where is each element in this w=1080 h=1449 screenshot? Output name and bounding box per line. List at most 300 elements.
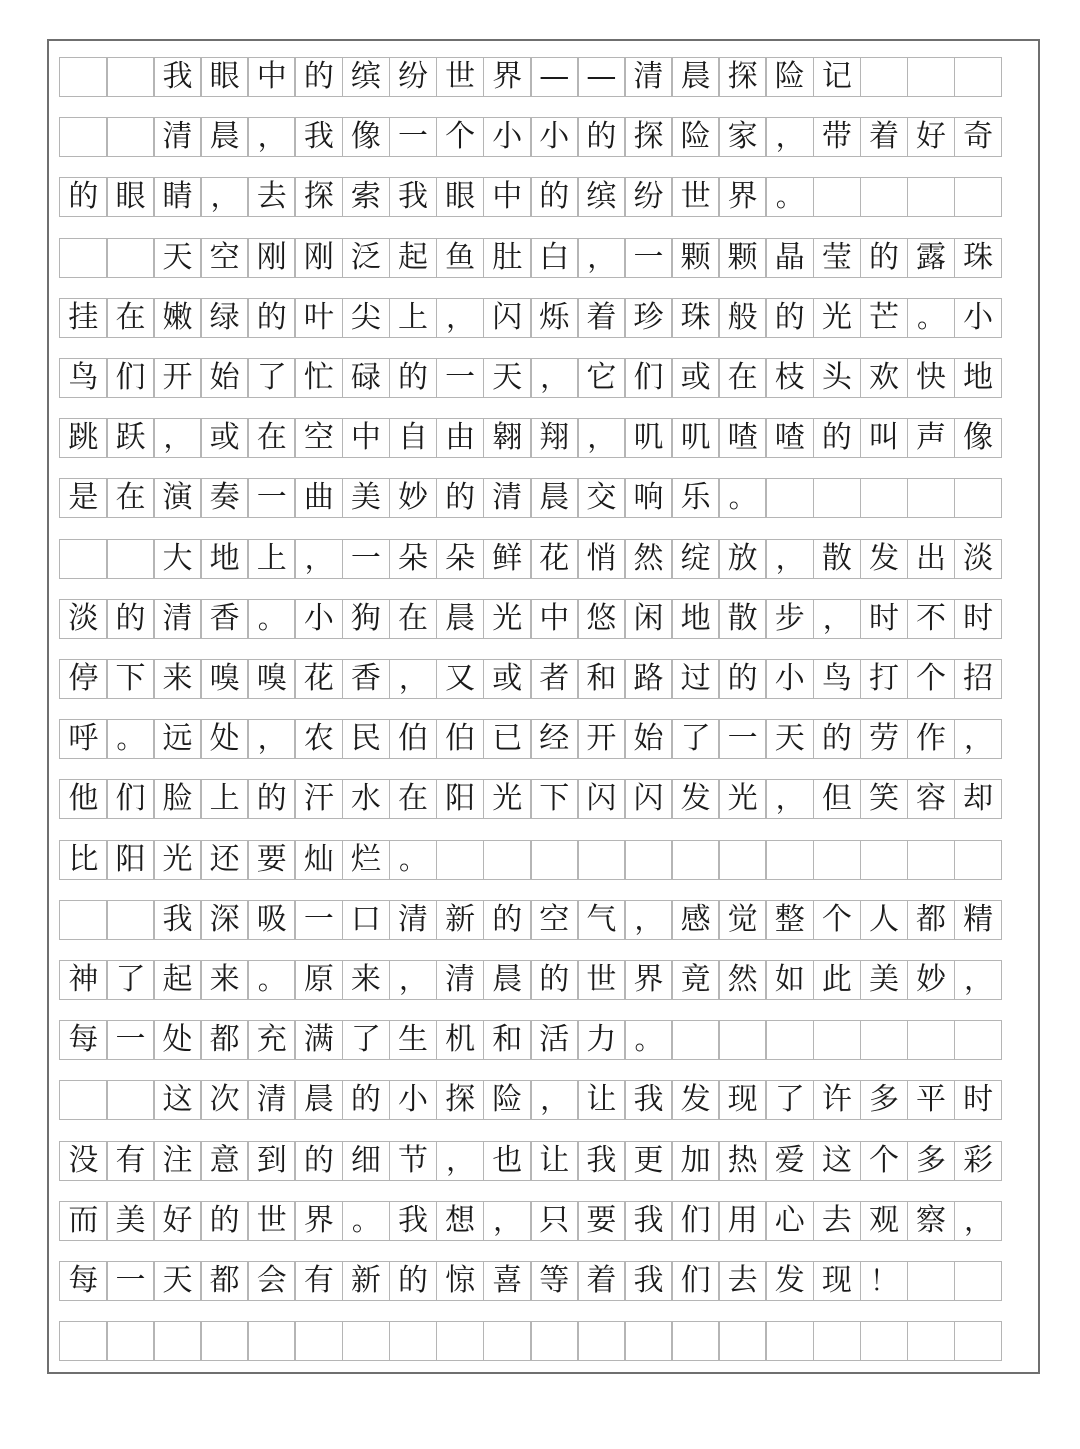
grid-character: 口 (342, 900, 391, 940)
grid-character: 们 (106, 358, 155, 398)
grid-character: 闪 (624, 779, 673, 819)
grid-character: 路 (624, 659, 673, 699)
grid-character: 清 (483, 478, 532, 518)
grid-character: 泛 (342, 238, 391, 278)
grid-character: 的 (530, 177, 579, 217)
grid-character: 和 (483, 1020, 532, 1060)
grid-cell (813, 478, 862, 518)
grid-character: 都 (200, 1020, 249, 1060)
grid-character: 人 (860, 900, 909, 940)
grid-character: 大 (153, 539, 202, 579)
grid-character: 的 (294, 57, 343, 97)
grid-character: 笑 (860, 779, 909, 819)
grid-character: 发 (860, 539, 909, 579)
grid-cell (106, 539, 155, 579)
grid-character: 时 (860, 599, 909, 639)
grid-cell (765, 1020, 814, 1060)
grid-character: 作 (907, 719, 956, 759)
grid-character: 平 (907, 1080, 956, 1120)
grid-character: 或 (200, 418, 249, 458)
grid-character: 晨 (294, 1080, 343, 1120)
grid-character: 空 (530, 900, 579, 940)
grid-cell (106, 1080, 155, 1120)
grid-character: 美 (342, 478, 391, 518)
grid-character: 地 (671, 599, 720, 639)
grid-character: 翱 (483, 418, 532, 458)
grid-character: 容 (907, 779, 956, 819)
grid-cell (624, 840, 673, 880)
grid-character: 竟 (671, 960, 720, 1000)
grid-character: 观 (860, 1201, 909, 1241)
grid-character: 一 (389, 117, 438, 157)
grid-character: 界 (718, 177, 767, 217)
grid-cell (671, 840, 720, 880)
grid-character: 闪 (577, 779, 626, 819)
grid-cell (954, 478, 1003, 518)
grid-character: 吸 (247, 900, 296, 940)
grid-character: 小 (294, 599, 343, 639)
grid-character: ， (530, 1080, 579, 1120)
grid-character: 翔 (530, 418, 579, 458)
grid-character: 处 (200, 719, 249, 759)
grid-character: 一 (624, 238, 673, 278)
grid-cell (954, 177, 1003, 217)
grid-row (59, 238, 1002, 278)
grid-character: 出 (907, 539, 956, 579)
grid-character: 每 (59, 1261, 108, 1301)
grid-character: 呼 (59, 719, 108, 759)
grid-cell (765, 1321, 814, 1361)
grid-character: 狗 (342, 599, 391, 639)
grid-character: 意 (200, 1141, 249, 1181)
grid-character: 爱 (765, 1141, 814, 1181)
grid-row (59, 418, 1002, 458)
grid-cell (59, 539, 108, 579)
grid-cell (954, 1321, 1003, 1361)
grid-cell (59, 1321, 108, 1361)
grid-character: 没 (59, 1141, 108, 1181)
grid-character: 整 (765, 900, 814, 940)
grid-character: 烂 (342, 840, 391, 880)
grid-character: 的 (389, 1261, 438, 1301)
grid-character: 鱼 (436, 238, 485, 278)
grid-character: 每 (59, 1020, 108, 1060)
grid-character: 光 (718, 779, 767, 819)
grid-cell (59, 238, 108, 278)
grid-character: 伯 (389, 719, 438, 759)
grid-cell (813, 840, 862, 880)
grid-character: 已 (483, 719, 532, 759)
grid-character: ， (483, 1201, 532, 1241)
grid-character: 好 (153, 1201, 202, 1241)
grid-cell (200, 1321, 249, 1361)
grid-character: 让 (577, 1080, 626, 1120)
grid-character: 去 (247, 177, 296, 217)
grid-character: 晨 (436, 599, 485, 639)
grid-character: 上 (200, 779, 249, 819)
grid-character: 我 (389, 1201, 438, 1241)
grid-character: 跃 (106, 418, 155, 458)
grid-character: 清 (153, 117, 202, 157)
grid-character: 颗 (718, 238, 767, 278)
grid-character: ， (389, 960, 438, 1000)
grid-character: 欢 (860, 358, 909, 398)
grid-character: 般 (718, 298, 767, 338)
grid-row (59, 1141, 1002, 1181)
grid-character: 个 (860, 1141, 909, 1181)
grid-character: 珠 (954, 238, 1003, 278)
grid-character: 嗅 (247, 659, 296, 699)
grid-row (59, 1080, 1002, 1120)
grid-character: 刚 (247, 238, 296, 278)
grid-character: 小 (389, 1080, 438, 1120)
grid-cell (860, 1020, 909, 1060)
grid-cell (954, 840, 1003, 880)
grid-character: 它 (577, 358, 626, 398)
grid-character: 始 (200, 358, 249, 398)
grid-character: 此 (813, 960, 862, 1000)
grid-character: 淡 (59, 599, 108, 639)
grid-character: 眼 (200, 57, 249, 97)
grid-character: 界 (624, 960, 673, 1000)
grid-character: 。 (718, 478, 767, 518)
grid-character: 个 (436, 117, 485, 157)
grid-cell (153, 1321, 202, 1361)
grid-cell (577, 840, 626, 880)
grid-character: 在 (106, 478, 155, 518)
grid-character: 叶 (294, 298, 343, 338)
grid-character: 次 (200, 1080, 249, 1120)
grid-character: ， (247, 117, 296, 157)
grid-row (59, 719, 1002, 759)
grid-character: 缤 (577, 177, 626, 217)
grid-row (59, 177, 1002, 217)
grid-cell (718, 1321, 767, 1361)
grid-cell (813, 1020, 862, 1060)
grid-cell (907, 1261, 956, 1301)
grid-cell (577, 1321, 626, 1361)
grid-character: 美 (860, 960, 909, 1000)
grid-character: 深 (200, 900, 249, 940)
grid-character: 响 (624, 478, 673, 518)
grid-character: 险 (671, 117, 720, 157)
grid-character: 心 (765, 1201, 814, 1241)
grid-character: 来 (153, 659, 202, 699)
grid-character: 芒 (860, 298, 909, 338)
title-row (59, 57, 1002, 97)
grid-character: 发 (671, 1080, 720, 1120)
grid-character: ， (389, 659, 438, 699)
grid-character: 的 (813, 719, 862, 759)
grid-character: 汗 (294, 779, 343, 819)
grid-row (59, 298, 1002, 338)
grid-character: 中 (483, 177, 532, 217)
grid-character: 像 (342, 117, 391, 157)
grid-character: 我 (624, 1261, 673, 1301)
grid-character: 交 (577, 478, 626, 518)
grid-character: 好 (907, 117, 956, 157)
grid-character: 闪 (483, 298, 532, 338)
grid-character: 散 (718, 599, 767, 639)
grid-character: 一 (106, 1261, 155, 1301)
grid-character: 现 (718, 1080, 767, 1120)
grid-character: 们 (671, 1201, 720, 1241)
grid-character: 上 (389, 298, 438, 338)
grid-character: 清 (389, 900, 438, 940)
grid-character: 开 (577, 719, 626, 759)
grid-character: 肚 (483, 238, 532, 278)
grid-character: 也 (483, 1141, 532, 1181)
grid-character: 跳 (59, 418, 108, 458)
grid-character: 这 (813, 1141, 862, 1181)
grid-character: 探 (436, 1080, 485, 1120)
grid-character: 停 (59, 659, 108, 699)
grid-character: 。 (247, 960, 296, 1000)
grid-character: 彩 (954, 1141, 1003, 1181)
grid-character: 着 (577, 298, 626, 338)
grid-character: 喜 (483, 1261, 532, 1301)
grid-character: ， (294, 539, 343, 579)
grid-character: 世 (671, 177, 720, 217)
grid-character: 了 (247, 358, 296, 398)
grid-character: 。 (342, 1201, 391, 1241)
grid-cell (907, 57, 956, 97)
grid-character: 了 (671, 719, 720, 759)
grid-character: 界 (483, 57, 532, 97)
grid-character: 的 (247, 298, 296, 338)
grid-character: 。 (389, 840, 438, 880)
grid-character: 在 (247, 418, 296, 458)
grid-character: — (577, 57, 626, 97)
grid-character: 惊 (436, 1261, 485, 1301)
grid-cell (389, 1321, 438, 1361)
grid-character: 起 (389, 238, 438, 278)
grid-cell (106, 1321, 155, 1361)
grid-character: 打 (860, 659, 909, 699)
grid-character: 让 (530, 1141, 579, 1181)
grid-character: 晨 (671, 57, 720, 97)
grid-character: ， (813, 599, 862, 639)
grid-character: 的 (59, 177, 108, 217)
grid-character: 的 (813, 418, 862, 458)
grid-character: ， (624, 900, 673, 940)
grid-character: 神 (59, 960, 108, 1000)
grid-character: 充 (247, 1020, 296, 1060)
grid-character: 清 (624, 57, 673, 97)
grid-character: 曲 (294, 478, 343, 518)
grid-character: 香 (200, 599, 249, 639)
grid-row (59, 659, 1002, 699)
grid-character: 农 (294, 719, 343, 759)
grid-character: 眼 (106, 177, 155, 217)
grid-character: 始 (624, 719, 673, 759)
grid-character: 的 (436, 478, 485, 518)
grid-cell (436, 1321, 485, 1361)
grid-character: 香 (342, 659, 391, 699)
grid-character: 去 (718, 1261, 767, 1301)
grid-character: 白 (530, 238, 579, 278)
grid-cell (860, 840, 909, 880)
grid-cell (907, 1020, 956, 1060)
grid-row (59, 840, 1002, 880)
grid-cell (247, 1321, 296, 1361)
grid-cell (813, 177, 862, 217)
grid-character: 散 (813, 539, 862, 579)
grid-character: 我 (624, 1080, 673, 1120)
grid-character: ， (765, 539, 814, 579)
grid-character: 界 (294, 1201, 343, 1241)
grid-character: 珍 (624, 298, 673, 338)
grid-character: 时 (954, 1080, 1003, 1120)
grid-character: 纷 (389, 57, 438, 97)
grid-character: 嗅 (200, 659, 249, 699)
grid-character: 等 (530, 1261, 579, 1301)
grid-cell (765, 478, 814, 518)
grid-character: 有 (294, 1261, 343, 1301)
grid-character: 奇 (954, 117, 1003, 157)
grid-character: 闲 (624, 599, 673, 639)
grid-character: 莹 (813, 238, 862, 278)
grid-cell (860, 57, 909, 97)
grid-cell (765, 840, 814, 880)
grid-character: ， (200, 177, 249, 217)
grid-character: 地 (200, 539, 249, 579)
grid-row (59, 478, 1002, 518)
grid-cell (59, 117, 108, 157)
grid-character: 叫 (860, 418, 909, 458)
grid-character: 然 (624, 539, 673, 579)
grid-character: 有 (106, 1141, 155, 1181)
grid-character: 这 (153, 1080, 202, 1120)
grid-character: 经 (530, 719, 579, 759)
grid-character: 不 (907, 599, 956, 639)
grid-row (59, 539, 1002, 579)
grid-cell (954, 1261, 1003, 1301)
grid-character: 悠 (577, 599, 626, 639)
grid-character: 眼 (436, 177, 485, 217)
grid-character: 水 (342, 779, 391, 819)
grid-character: 而 (59, 1201, 108, 1241)
grid-character: 在 (389, 779, 438, 819)
grid-character: 着 (860, 117, 909, 157)
grid-character: 花 (530, 539, 579, 579)
grid-character: 到 (247, 1141, 296, 1181)
grid-character: 和 (577, 659, 626, 699)
grid-character: 满 (294, 1020, 343, 1060)
grid-character: 晶 (765, 238, 814, 278)
grid-character: 妙 (389, 478, 438, 518)
grid-character: ！ (860, 1261, 909, 1301)
grid-character: 时 (954, 599, 1003, 639)
grid-character: 花 (294, 659, 343, 699)
grid-character: 一 (718, 719, 767, 759)
grid-character: 挂 (59, 298, 108, 338)
grid-character: 精 (954, 900, 1003, 940)
grid-cell (954, 1020, 1003, 1060)
grid-cell (106, 238, 155, 278)
grid-row (59, 779, 1002, 819)
grid-character: ， (436, 298, 485, 338)
grid-cell (530, 1321, 579, 1361)
grid-character: 了 (106, 960, 155, 1000)
grid-character: 的 (860, 238, 909, 278)
grid-character: 叽 (624, 418, 673, 458)
grid-character: 是 (59, 478, 108, 518)
grid-character: 一 (247, 478, 296, 518)
grid-character: 像 (954, 418, 1003, 458)
grid-character: 世 (247, 1201, 296, 1241)
grid-character: 个 (813, 900, 862, 940)
grid-character: 的 (530, 960, 579, 1000)
grid-character: 要 (247, 840, 296, 880)
grid-cell (59, 57, 108, 97)
grid-character: 多 (907, 1141, 956, 1181)
grid-row (59, 117, 1002, 157)
grid-character: 阳 (106, 840, 155, 880)
grid-character: 叽 (671, 418, 720, 458)
grid-character: 光 (483, 599, 532, 639)
grid-character: 家 (718, 117, 767, 157)
grid-row (59, 900, 1002, 940)
grid-cell (483, 840, 532, 880)
grid-cell (671, 1020, 720, 1060)
grid-character: 还 (200, 840, 249, 880)
grid-character: 天 (765, 719, 814, 759)
grid-character: 记 (813, 57, 862, 97)
grid-row (59, 599, 1002, 639)
grid-cell (530, 840, 579, 880)
grid-character: 喳 (765, 418, 814, 458)
grid-character: 放 (718, 539, 767, 579)
grid-character: 的 (389, 358, 438, 398)
grid-character: 在 (106, 298, 155, 338)
grid-character: 细 (342, 1141, 391, 1181)
grid-character: 世 (436, 57, 485, 97)
grid-character: 自 (389, 418, 438, 458)
grid-character: 天 (153, 1261, 202, 1301)
grid-character: 晨 (530, 478, 579, 518)
grid-character: 许 (813, 1080, 862, 1120)
grid-character: 中 (247, 57, 296, 97)
grid-character: 。 (907, 298, 956, 338)
grid-character: 探 (624, 117, 673, 157)
grid-character: 一 (106, 1020, 155, 1060)
grid-character: 劳 (860, 719, 909, 759)
grid-character: 一 (436, 358, 485, 398)
grid-character: 我 (153, 57, 202, 97)
grid-cell (907, 840, 956, 880)
grid-cell (106, 117, 155, 157)
grid-cell (718, 1020, 767, 1060)
grid-character: 妙 (907, 960, 956, 1000)
grid-row (59, 1321, 1002, 1361)
grid-character: ， (247, 719, 296, 759)
grid-character: 加 (671, 1141, 720, 1181)
grid-cell (624, 1321, 673, 1361)
grid-character: 小 (954, 298, 1003, 338)
grid-character: 们 (671, 1261, 720, 1301)
grid-character: 新 (436, 900, 485, 940)
grid-character: 尖 (342, 298, 391, 338)
grid-character: 晨 (200, 117, 249, 157)
grid-character: 或 (483, 659, 532, 699)
grid-character: 悄 (577, 539, 626, 579)
grid-character: 想 (436, 1201, 485, 1241)
grid-character: 声 (907, 418, 956, 458)
grid-character: 鸟 (813, 659, 862, 699)
grid-character: 天 (153, 238, 202, 278)
grid-cell (671, 1321, 720, 1361)
